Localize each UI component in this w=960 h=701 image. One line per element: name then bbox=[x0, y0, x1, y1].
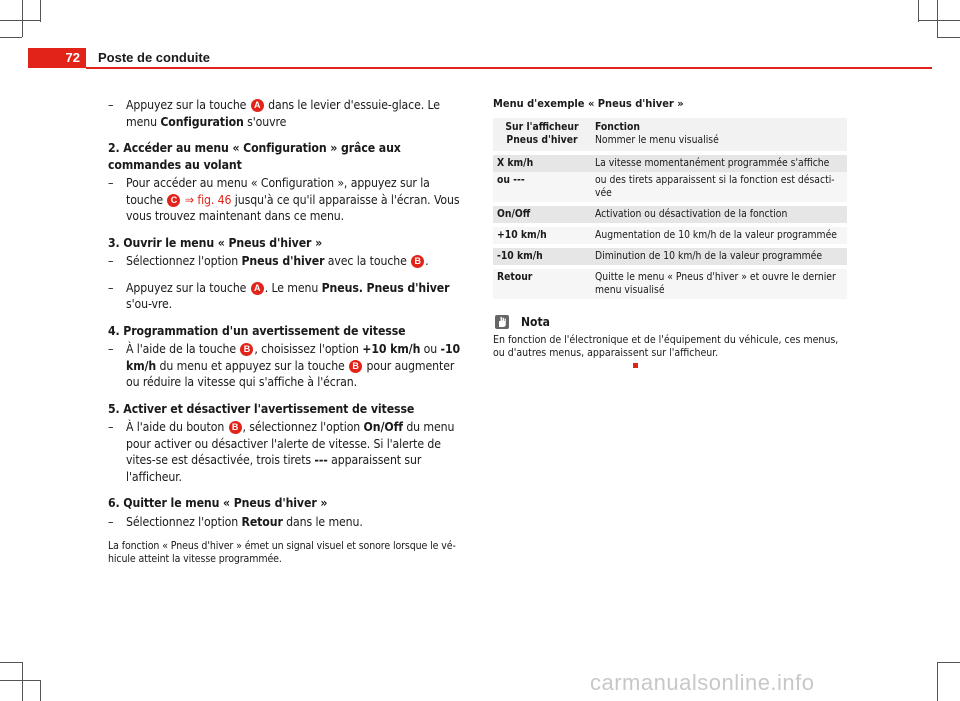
table-row bbox=[493, 172, 847, 202]
table-cell-key: On/Off bbox=[493, 206, 591, 223]
crop-mark bbox=[918, 20, 960, 21]
table-cell-key: -10 km/h bbox=[493, 248, 591, 265]
table-row bbox=[493, 227, 847, 244]
crop-mark bbox=[937, 662, 938, 701]
dash: – bbox=[108, 98, 114, 112]
dash: – bbox=[108, 420, 114, 434]
crop-mark bbox=[40, 0, 41, 22]
table-cell-key: ou --- bbox=[493, 172, 591, 202]
crop-mark bbox=[22, 662, 23, 701]
table-caption: Menu d'exemple « Pneus d'hiver » bbox=[493, 97, 684, 110]
menu-table bbox=[493, 118, 847, 299]
step-2-heading: 2. Accéder au menu « Configuration » grâce aux commandes au volant bbox=[108, 141, 401, 172]
crop-mark bbox=[0, 37, 22, 38]
header-rule bbox=[86, 67, 932, 69]
end-square-icon bbox=[633, 363, 638, 368]
table-cell-desc: Activation ou désactivation de la fonction bbox=[591, 206, 847, 223]
crop-mark bbox=[0, 662, 22, 663]
crop-mark bbox=[0, 680, 40, 681]
crop-mark bbox=[22, 0, 23, 37]
section-title: Poste de conduite bbox=[98, 50, 210, 65]
page-number: 72 bbox=[28, 48, 86, 68]
crop-mark bbox=[40, 680, 41, 701]
key-b-icon: B bbox=[229, 421, 242, 434]
table-header-row bbox=[493, 118, 847, 151]
table-cell-desc: Augmentation de 10 km/h de la valeur programmée bbox=[591, 227, 847, 244]
table-cell-desc: Diminution de 10 km/h de la valeur programmée bbox=[591, 248, 847, 265]
step-3-heading: 3. Ouvrir le menu « Pneus d'hiver » bbox=[108, 235, 323, 250]
step-3b-text: – Appuyez sur la touche A . Le menu Pneus. Pneus d'hiver s'ou-vre. bbox=[108, 280, 450, 311]
key-a-icon: A bbox=[251, 99, 264, 112]
table-cell-key: +10 km/h bbox=[493, 227, 591, 244]
table-cell-desc: ou des tirets apparaissent si la fonction est désacti-vée bbox=[591, 172, 847, 202]
hand-note-icon bbox=[495, 315, 509, 329]
table-row bbox=[493, 155, 847, 172]
table-row bbox=[493, 248, 847, 265]
function-note: La fonction « Pneus d'hiver » émet un signal visuel et sonore lorsque le vé-hicule atteint la vitesse programmée. bbox=[108, 540, 456, 565]
step-3a-text: – Sélectionnez l'option Pneus d'hiver avec la touche B . bbox=[108, 254, 429, 268]
table-header-cell: Fonction Nommer le menu visualisé bbox=[591, 118, 847, 151]
right-column bbox=[493, 97, 847, 373]
step-4-text: – À l'aide de la touche B , choisissez l'option +10 km/h ou -10 km/h du menu et appuyez sur la touche B pour augmenter ou réduire la vitesse qui s'affiche à l'écran. bbox=[108, 342, 461, 389]
key-b-icon: B bbox=[240, 343, 253, 356]
step-5-heading: 5. Activer et désactiver l'avertissement de vitesse bbox=[108, 401, 415, 416]
crop-mark bbox=[937, 0, 938, 37]
table-row bbox=[493, 206, 847, 223]
table-cell-desc: Quitte le menu « Pneus d'hiver » et ouvre le dernier menu visualisé bbox=[591, 269, 847, 299]
table-header-cell: Sur l'afficheur Pneus d'hiver bbox=[493, 118, 591, 151]
step-5-text: – À l'aide du bouton B , sélectionnez l'option On/Off du menu pour activer ou désactiver l'alerte de vitesse. Si l'alerte de vites-se est désactivée, trois tirets --- apparaissent sur l'afficheur. bbox=[108, 420, 455, 484]
nota-title: Nota bbox=[521, 315, 550, 329]
table-cell-desc: La vitesse momentanément programmée s'affiche bbox=[591, 155, 847, 172]
crop-mark bbox=[918, 0, 919, 22]
dash: – bbox=[108, 342, 114, 356]
watermark: carmanualsonline.info bbox=[590, 670, 815, 695]
key-c-icon: C bbox=[167, 194, 180, 207]
crop-mark bbox=[937, 37, 960, 38]
nota-text: En fonction de l'électronique et de l'équipement du véhicule, ces menus, ou d'autres menus, apparaissent sur l'afficheur. bbox=[493, 334, 847, 373]
step-6-text: – Sélectionnez l'option Retour dans le menu. bbox=[108, 514, 363, 529]
crop-mark bbox=[0, 20, 40, 21]
fig-link[interactable]: ⇒ fig. 46 bbox=[184, 192, 232, 207]
dash: – bbox=[108, 254, 114, 268]
table-cell-key: Retour bbox=[493, 269, 591, 299]
nota-box bbox=[493, 315, 847, 373]
table-row bbox=[493, 269, 847, 299]
step-4-heading: 4. Programmation d'un avertissement de vitesse bbox=[108, 323, 406, 338]
left-column bbox=[108, 97, 464, 566]
dash: – bbox=[108, 514, 114, 529]
intro-step: – Appuyez sur la touche A dans le levier d'essuie-glace. Le menu Configuration s'ouvre bbox=[108, 98, 440, 129]
key-b-icon: B bbox=[411, 255, 424, 268]
crop-mark bbox=[937, 662, 960, 663]
dash: – bbox=[108, 280, 114, 295]
table-cell-key: X km/h bbox=[493, 155, 591, 172]
step-6-heading: 6. Quitter le menu « Pneus d'hiver » bbox=[108, 496, 328, 510]
key-a-icon: A bbox=[251, 282, 264, 295]
step-2-text: – Pour accéder au menu « Configuration », appuyez sur la touche C ⇒ fig. 46 jusqu'à ce qu'il apparaisse à l'écran. Vous vous trouvez maintenant dans ce menu. bbox=[108, 176, 460, 223]
dash: – bbox=[108, 176, 114, 190]
key-b-icon: B bbox=[349, 360, 362, 373]
